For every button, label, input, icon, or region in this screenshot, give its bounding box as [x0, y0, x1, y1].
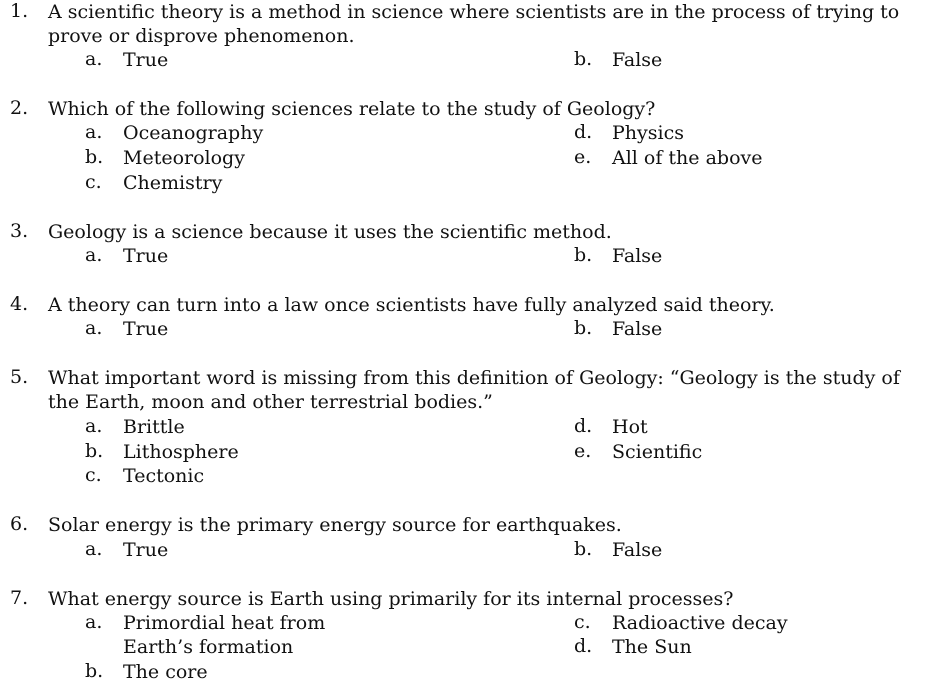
option-text: True [123, 245, 169, 267]
option-text: Meteorology [123, 147, 245, 169]
option-letter: e. [574, 146, 592, 168]
option-letter: d. [574, 121, 593, 143]
option-letter: a. [85, 48, 103, 70]
option-letter: b. [574, 48, 593, 70]
option-text: Radioactive decay [612, 612, 788, 634]
option-letter: b. [574, 538, 593, 560]
question-number: 5. [10, 366, 29, 388]
option-letter: a. [85, 611, 103, 633]
option-text: True [123, 539, 169, 561]
option-letter: d. [574, 415, 593, 437]
option-text: Primordial heat from Earth’s formation [123, 612, 326, 658]
option-text: The Sun [612, 636, 692, 658]
option-letter: c. [85, 464, 102, 486]
option-text: Tectonic [123, 465, 205, 487]
question-number: 6. [10, 513, 29, 535]
option-letter: a. [85, 317, 103, 339]
question-text: Geology is a science because it uses the scientific method. [48, 221, 612, 243]
option-text: Hot [612, 416, 648, 438]
option-letter: c. [574, 611, 591, 633]
option-text: False [612, 318, 663, 340]
question-text: Solar energy is the primary energy source for earthquakes. [48, 514, 622, 536]
option-letter: c. [85, 171, 102, 193]
option-text: True [123, 49, 169, 71]
option-letter: a. [85, 244, 103, 266]
option-letter: a. [85, 415, 103, 437]
option-letter: d. [574, 635, 593, 657]
question-text: A scientific theory is a method in science where scientists are in the process of trying to prove or disprove phenomenon. [48, 1, 900, 47]
option-letter: b. [574, 244, 593, 266]
option-text: Brittle [123, 416, 185, 438]
question-text: What energy source is Earth using primarily for its internal processes? [48, 588, 734, 610]
option-text: Chemistry [123, 172, 223, 194]
option-text: The core [123, 661, 208, 683]
option-letter: b. [85, 146, 104, 168]
option-text: False [612, 245, 663, 267]
option-text: Scientific [612, 441, 703, 463]
option-letter: b. [85, 440, 104, 462]
question-text: Which of the following sciences relate to the study of Geology? [48, 98, 656, 120]
question-number: 1. [10, 0, 29, 22]
option-text: True [123, 318, 169, 340]
option-text: False [612, 49, 663, 71]
question-number: 2. [10, 97, 29, 119]
option-text: All of the above [612, 147, 763, 169]
question-number: 4. [10, 293, 29, 315]
option-letter: e. [574, 440, 592, 462]
option-text: False [612, 539, 663, 561]
option-letter: a. [85, 121, 103, 143]
option-text: Oceanography [123, 122, 264, 144]
option-letter: b. [85, 660, 104, 682]
option-letter: a. [85, 538, 103, 560]
option-text: Lithosphere [123, 441, 239, 463]
question-text: A theory can turn into a law once scientists have fully analyzed said theory. [48, 294, 775, 316]
option-text: Physics [612, 122, 684, 144]
option-letter: b. [574, 317, 593, 339]
question-number: 7. [10, 587, 29, 609]
question-text: What important word is missing from this definition of Geology: “Geology is the study of the Earth, moon and other terrestrial bodies.” [48, 367, 900, 413]
question-number: 3. [10, 220, 29, 242]
